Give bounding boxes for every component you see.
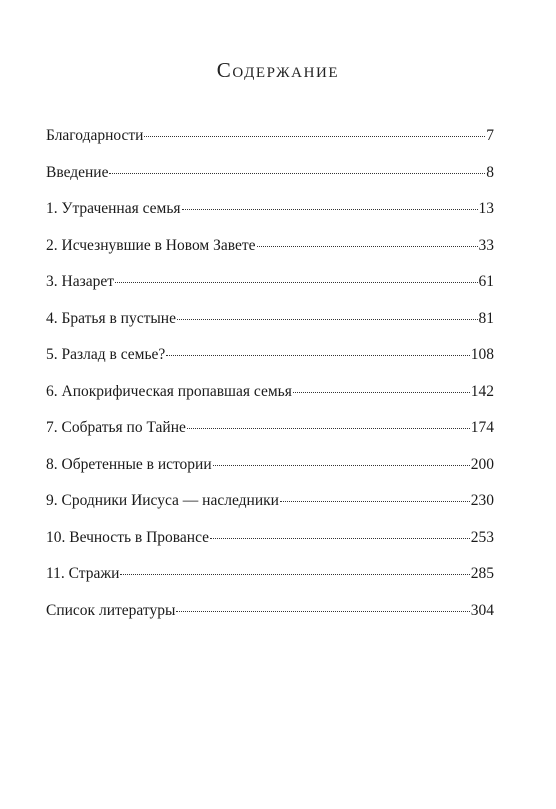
dot-leader	[280, 501, 470, 502]
dot-leader	[144, 136, 485, 137]
dot-leader	[109, 173, 485, 174]
toc-entry-page: 230	[470, 492, 494, 509]
toc-entry	[46, 563, 494, 600]
toc-entry-title: 11. Стражи	[46, 565, 120, 582]
toc-entry-page: 7	[486, 127, 494, 144]
toc-entry	[46, 344, 494, 381]
toc-entry	[46, 600, 494, 637]
toc-entry-title: 1. Утраченная семья	[46, 200, 181, 217]
toc-entry	[46, 125, 494, 162]
toc-entry-title: 10. Вечность в Провансе	[46, 528, 210, 546]
toc-entry-page: 174	[470, 419, 494, 436]
toc-entry	[46, 527, 494, 564]
toc-entry-page: 8	[486, 163, 494, 181]
toc-entry	[46, 490, 494, 527]
dot-leader	[210, 538, 470, 539]
dot-leader	[187, 428, 470, 429]
toc-entry-page: 285	[470, 565, 494, 582]
toc-entry-title: 7. Собратья по Тайне	[46, 419, 186, 436]
table-of-contents	[46, 125, 494, 636]
toc-entry	[46, 381, 494, 418]
toc-entry-title: Благодарности	[46, 127, 144, 144]
toc-entry-title: 8. Обретенные в истории	[46, 455, 212, 473]
toc-entry-page: 253	[470, 528, 494, 546]
toc-entry	[46, 417, 494, 454]
dot-leader	[293, 392, 470, 393]
toc-heading: Содержание	[216, 58, 340, 82]
toc-entry-page: 108	[470, 346, 494, 363]
dot-leader	[176, 611, 469, 612]
toc-entry-title: 9. Сродники Иисуса — наследники	[46, 492, 279, 509]
toc-entry-page: 81	[478, 309, 494, 327]
dot-leader	[177, 319, 478, 320]
toc-entry	[46, 308, 494, 345]
toc-entry-page: 200	[470, 455, 494, 473]
dot-leader	[182, 209, 478, 210]
toc-entry	[46, 271, 494, 308]
toc-entry	[46, 235, 494, 272]
toc-entry-title: Список литературы	[46, 601, 176, 619]
dot-leader	[115, 282, 478, 283]
dot-leader	[166, 355, 469, 356]
dot-leader	[257, 246, 478, 247]
toc-entry	[46, 198, 494, 235]
toc-entry	[46, 454, 494, 491]
toc-entry-page: 61	[478, 273, 494, 290]
toc-entry-page: 304	[470, 601, 494, 619]
toc-entry	[46, 162, 494, 199]
dot-leader	[213, 465, 470, 466]
toc-entry-page: 13	[478, 200, 494, 217]
toc-entry-title: 3. Назарет	[46, 273, 114, 290]
toc-entry-title: Введение	[46, 163, 109, 181]
toc-entry-page: 142	[470, 382, 494, 400]
toc-entry-title: 4. Братья в пустыне	[46, 309, 176, 327]
toc-entry-page: 33	[478, 236, 494, 254]
toc-entry-title: 6. Апокрифическая пропавшая семья	[46, 382, 292, 400]
dot-leader	[120, 574, 469, 575]
toc-entry-title: 5. Разлад в семье?	[46, 346, 166, 363]
toc-entry-title: 2. Исчезнувшие в Новом Завете	[46, 236, 256, 254]
